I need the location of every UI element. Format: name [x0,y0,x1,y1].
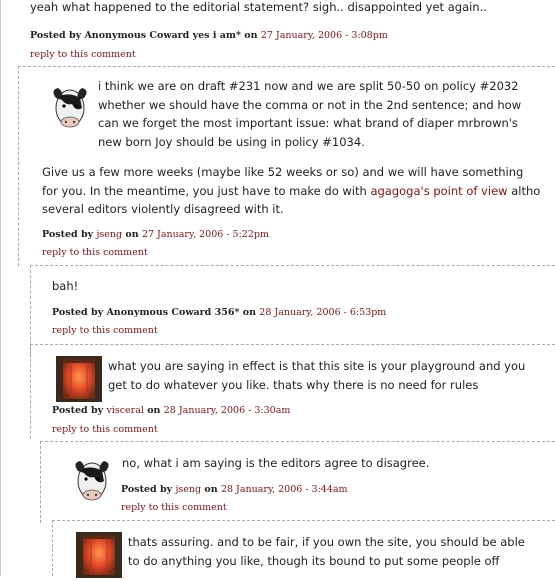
on-label: on [240,30,261,41]
point-of-view-link[interactable]: agagoga's point of view [370,183,508,198]
comment-date-link[interactable]: 27 January, 2006 - 5:22pm [141,229,269,240]
author-name: Anonymous Coward 356* [106,307,240,318]
comment-meta [121,484,348,495]
text-span: Give us a few more weeks (maybe like 52 weeks or so) and we will have something for you. In the meantime, you just have to make do with [42,165,524,198]
reply-link[interactable]: reply to this comment [52,325,158,336]
thread-line [40,441,41,523]
author-link[interactable]: jseng [175,484,202,495]
comment-meta [52,405,290,416]
reply-link[interactable]: reply to this comment [121,502,227,513]
comment-divider [30,265,555,266]
page-edge [0,0,1,576]
on-label: on [239,307,260,318]
reply-link[interactable]: reply to this comment [30,49,136,60]
thread-line [30,265,31,355]
comment-text: what you are saying in effect is that this site is your playground and you get to do whatever you like. thats why there is no need for rules [108,359,526,392]
thread-line [30,344,31,439]
author-name: Anonymous Coward yes i am* [84,30,241,41]
lamp-avatar [56,356,102,402]
on-label: on [201,484,221,495]
reply-link[interactable]: reply to this comment [42,247,148,258]
comment-meta [52,307,386,318]
comment-text: bah! [52,279,79,293]
lamp-avatar [76,532,122,578]
comment-date-link[interactable]: 27 January, 2006 - 3:08pm [260,30,388,41]
posted-by-label: Posted by [52,405,107,416]
posted-by-label: Posted by [42,229,97,240]
author-link[interactable]: visceral [106,405,144,416]
comment-text: yeah what happened to the editorial statement? sigh.. disappointed yet again.. [30,0,487,14]
posted-by-label: Posted by [121,484,176,495]
comment-meta [42,229,269,240]
comment-date-link[interactable]: 28 January, 2006 - 6:53pm [259,307,387,318]
thread-line [18,66,19,266]
comment-divider [52,520,555,521]
comment-text: i think we are on draft #231 now and we are split 50-50 on policy #2032 whether we should have the comma or not in the 2nd sentence; and how can we forget the most important issue: what brand of diaper mrbrown's new born Joy should be using in policy #1034. [98,79,522,149]
reply-link[interactable]: reply to this comment [52,424,158,435]
comment-divider [18,66,555,67]
comment-text: thats assuring. and to be fair, if you own the site, you should be able to do anything you like, though its bound to put some people off [128,535,525,568]
text-span: altho several editors violently disagreed with it. [42,183,541,216]
comment-date-link[interactable]: 28 January, 2006 - 3:30am [163,405,291,416]
on-label: on [143,405,164,416]
author-link[interactable]: jseng [96,229,123,240]
comment-divider [30,344,555,345]
comment-date-link[interactable]: 28 January, 2006 - 3:44am [220,484,348,495]
posted-by-label: Posted by [30,30,85,41]
comment-text: no, what i am saying is the editors agree to disagree. [122,456,430,470]
on-label: on [122,229,142,240]
comment-meta [30,30,388,41]
cow-avatar [68,451,116,503]
thread-line [52,520,53,576]
comment-text [42,163,542,219]
posted-by-label: Posted by [52,307,107,318]
comment-divider [40,441,555,442]
cow-avatar [46,78,94,130]
